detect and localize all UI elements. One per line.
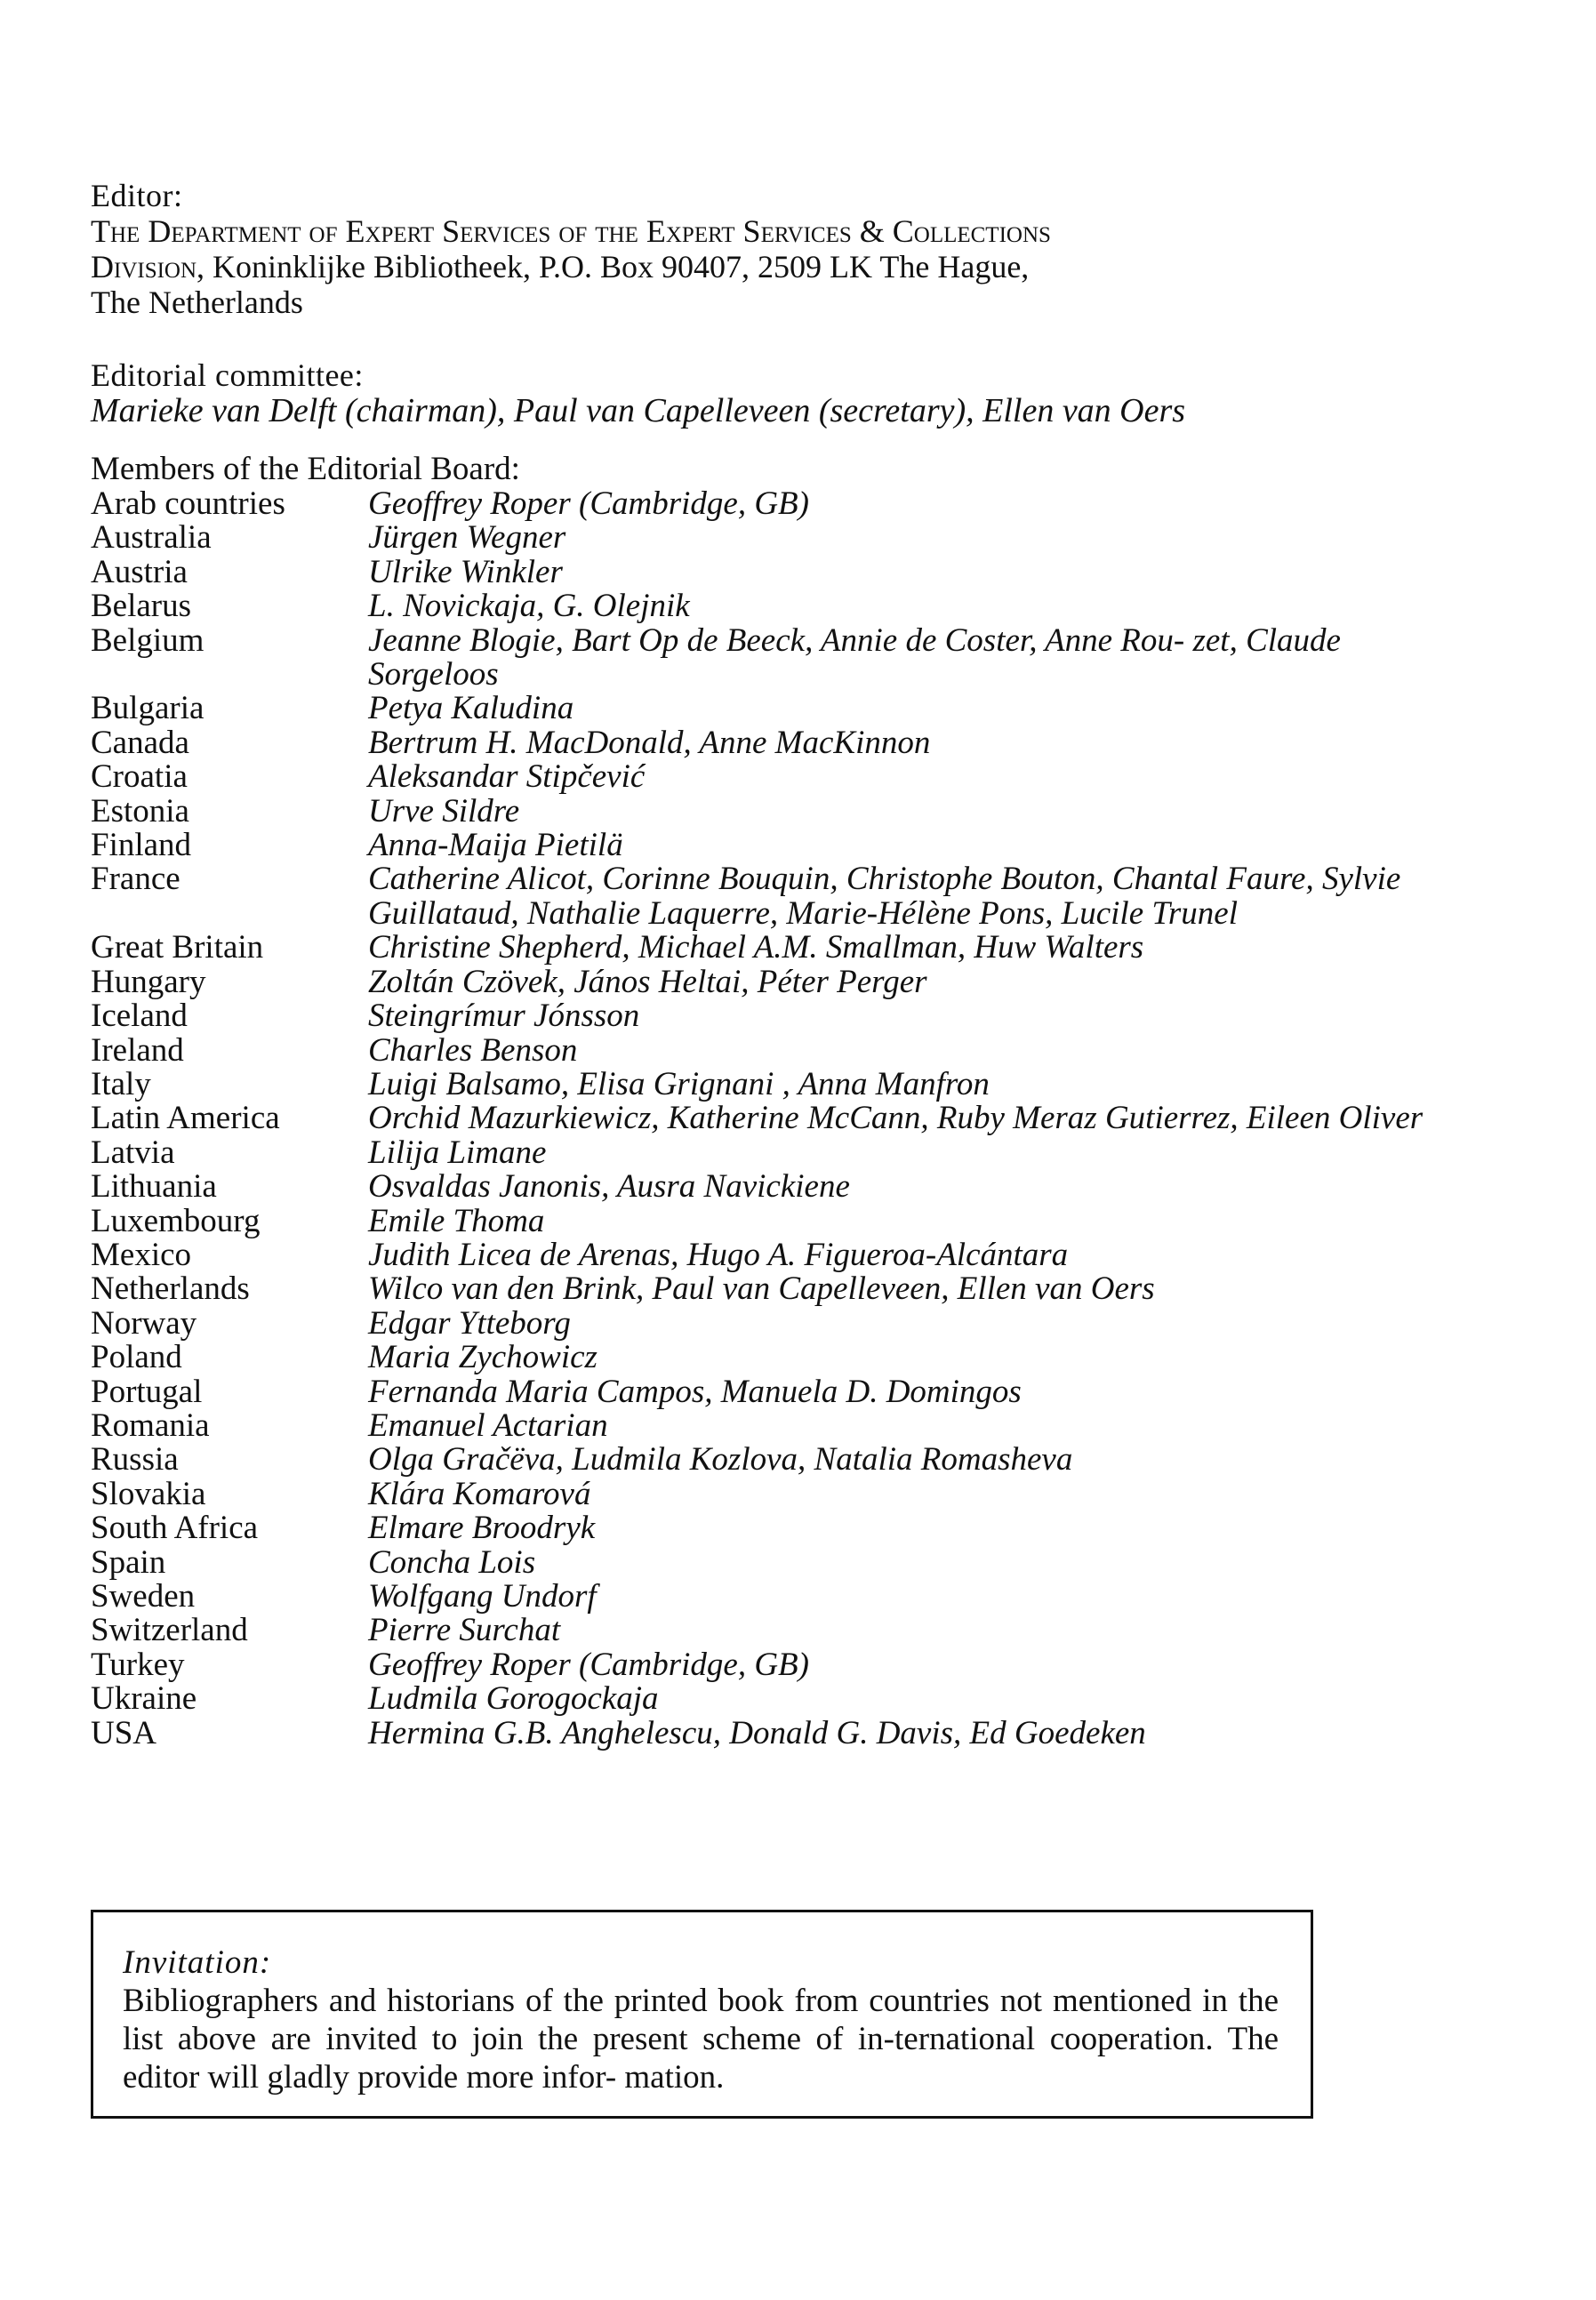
board-country: Bulgaria xyxy=(91,690,205,727)
board-members: Fernanda Maria Campos, Manuela D. Domingos xyxy=(368,1373,1022,1410)
board-members: Elmare Broodryk xyxy=(368,1510,596,1547)
board-members: Urve Sildre xyxy=(368,792,520,829)
board-members: L. Novickaja, G. Olejnik xyxy=(368,588,690,625)
board-row xyxy=(91,792,1567,829)
board-members: Maria Zychowicz xyxy=(368,1339,597,1376)
board-members: Lilija Limane xyxy=(368,1134,547,1171)
board-country: France xyxy=(91,861,180,898)
board-country: Estonia xyxy=(91,792,189,829)
board-country: Austria xyxy=(91,553,188,590)
board-country: Croatia xyxy=(91,758,188,796)
board-row xyxy=(91,1682,1567,1716)
board-row xyxy=(91,1136,1567,1170)
board-members: Zoltán Czövek, János Heltai, Péter Perger xyxy=(368,963,927,1000)
board-country: Great Britain xyxy=(91,929,264,966)
board-members: Charles Benson xyxy=(368,1031,578,1069)
board-members: Anna-Maija Pietilä xyxy=(368,827,623,864)
board-country: Slovakia xyxy=(91,1475,206,1512)
board-row xyxy=(91,1031,1567,1069)
board-members: Judith Licea de Arenas, Hugo A. Figueroa-Alcántara xyxy=(368,1236,1069,1273)
board-members: Bertrum H. MacDonald, Anne MacKinnon xyxy=(368,724,931,761)
board-row xyxy=(91,1102,1567,1135)
board-row xyxy=(91,1304,1567,1342)
board-row xyxy=(91,1272,1567,1306)
board-country: Italy xyxy=(91,1065,151,1102)
board-country: Latin America xyxy=(91,1100,280,1137)
board-row xyxy=(91,1580,1567,1614)
editor-label: Editor: xyxy=(91,178,183,213)
board-country: Netherlands xyxy=(91,1270,250,1308)
editorial-board xyxy=(91,452,1567,1751)
board-country: South Africa xyxy=(91,1510,259,1547)
board-members: Christine Shepherd, Michael A.M. Smallman, Huw Walters xyxy=(368,929,1144,966)
board-members: Emanuel Actarian xyxy=(368,1406,608,1444)
board-members: Petya Kaludina xyxy=(368,690,574,727)
board-members: Wilco van den Brink, Paul van Capelleveen, Ellen van Oers xyxy=(368,1270,1155,1308)
board-row xyxy=(91,692,1567,725)
invitation-body: Bibliographers and historians of the printed book from countries not mentioned in the list above are invited to join the present scheme of in-ternational cooperation. The editor will gladly provide more infor- mation. xyxy=(123,1983,1279,2096)
board-country: Canada xyxy=(91,724,189,761)
board-row xyxy=(91,1065,1567,1102)
board-members: Emile Thoma xyxy=(368,1202,545,1239)
board-members: Catherine Alicot, Corinne Bouquin, Christophe Bouton, Chantal Faure, Sylvie Guillataud, Nathalie Laquerre, Marie-Hélène Pons, Lucile Trunel xyxy=(368,861,1401,932)
committee-label: Editorial committee: xyxy=(91,357,364,393)
board-country: Romania xyxy=(91,1406,210,1444)
board-country: Arab countries xyxy=(91,485,285,522)
board-members: Jeanne Blogie, Bart Op de Beeck, Annie de Coster, Anne Rou- zet, Claude Sorgeloos xyxy=(368,621,1341,693)
board-country: Norway xyxy=(91,1304,197,1342)
board-members: Ulrike Winkler xyxy=(368,553,563,590)
board-rows xyxy=(91,487,1567,1751)
board-country: Latvia xyxy=(91,1134,175,1171)
board-row xyxy=(91,1475,1567,1512)
board-members: Orchid Mazurkiewicz, Katherine McCann, Ruby Meraz Gutierrez, Eileen Oliver xyxy=(368,1100,1424,1137)
board-country: Luxembourg xyxy=(91,1202,261,1239)
editor-address-line xyxy=(91,249,1513,284)
board-country: Australia xyxy=(91,519,212,557)
board-members: Olga Gračëva, Ludmila Kozlova, Natalia Romasheva xyxy=(368,1441,1073,1479)
board-country: Poland xyxy=(91,1339,182,1376)
board-row xyxy=(91,829,1567,862)
board-country: USA xyxy=(91,1714,157,1751)
board-country: Spain xyxy=(91,1543,166,1581)
board-row xyxy=(91,760,1567,794)
board-members: Geoffrey Roper (Cambridge, GB) xyxy=(368,1646,809,1683)
board-row xyxy=(91,1238,1567,1272)
board-row xyxy=(91,963,1567,1000)
committee-section xyxy=(91,357,1513,429)
editor-address: Koninklijke Bibliotheek, P.O. Box 90407, 2509 LK The Hague, xyxy=(205,249,1030,284)
board-members: Jürgen Wegner xyxy=(368,519,566,557)
board-country: Mexico xyxy=(91,1236,192,1273)
board-members: Steingrímur Jónsson xyxy=(368,998,640,1035)
board-row xyxy=(91,621,1567,693)
board-country: Portugal xyxy=(91,1373,203,1410)
board-members: Edgar Ytteborg xyxy=(368,1304,571,1342)
editor-division: Division, xyxy=(91,249,205,284)
board-country: Ireland xyxy=(91,1031,184,1069)
editor-section xyxy=(91,178,1513,320)
board-row xyxy=(91,553,1567,590)
committee-members: Marieke van Delft (chairman), Paul van Capelleveen (secretary), Ellen van Oers xyxy=(91,392,1186,429)
board-row xyxy=(91,931,1567,965)
board-country: Belarus xyxy=(91,588,192,625)
board-members: Geoffrey Roper (Cambridge, GB) xyxy=(368,485,809,522)
board-row xyxy=(91,999,1567,1033)
board-country: Finland xyxy=(91,827,192,864)
board-country: Turkey xyxy=(91,1646,185,1683)
board-members: Concha Lois xyxy=(368,1543,536,1581)
board-country: Ukraine xyxy=(91,1680,197,1718)
board-country: Sweden xyxy=(91,1578,196,1615)
board-members: Luigi Balsamo, Elisa Grignani , Anna Manfron xyxy=(368,1065,990,1102)
board-row xyxy=(91,1511,1567,1545)
board-row xyxy=(91,862,1567,931)
board-row xyxy=(91,1443,1567,1477)
board-country: Switzerland xyxy=(91,1612,248,1649)
board-members: Wolfgang Undorf xyxy=(368,1578,597,1615)
board-row xyxy=(91,589,1567,623)
board-row xyxy=(91,1406,1567,1444)
board-row xyxy=(91,1614,1567,1647)
board-members: Pierre Surchat xyxy=(368,1612,561,1649)
board-country: Belgium xyxy=(91,621,205,659)
board-row xyxy=(91,487,1567,521)
board-country: Iceland xyxy=(91,998,188,1035)
invitation-box xyxy=(91,1910,1313,2119)
board-row xyxy=(91,1170,1567,1204)
board-row xyxy=(91,1648,1567,1682)
board-members: Osvaldas Janonis, Ausra Navickiene xyxy=(368,1168,850,1206)
board-row xyxy=(91,1375,1567,1409)
board-members: Klára Komarová xyxy=(368,1475,591,1512)
board-heading: Members of the Editorial Board: xyxy=(91,451,520,487)
board-country: Russia xyxy=(91,1441,179,1479)
board-country: Lithuania xyxy=(91,1168,217,1206)
board-row xyxy=(91,521,1567,555)
board-members: Ludmila Gorogockaja xyxy=(368,1680,659,1718)
editor-country: The Netherlands xyxy=(91,284,303,320)
board-members: Hermina G.B. Anghelescu, Donald G. Davis, Ed Goedeken xyxy=(368,1714,1146,1751)
board-row xyxy=(91,1714,1567,1751)
editor-department: The Department of Expert Services of the Expert Services & Collections xyxy=(91,213,1051,249)
board-row xyxy=(91,1341,1567,1374)
board-row xyxy=(91,1543,1567,1581)
board-members: Aleksandar Stipčević xyxy=(368,758,646,796)
board-row xyxy=(91,1202,1567,1239)
board-row xyxy=(91,726,1567,760)
board-country: Hungary xyxy=(91,963,206,1000)
invitation-title: Invitation: xyxy=(123,1944,272,1981)
